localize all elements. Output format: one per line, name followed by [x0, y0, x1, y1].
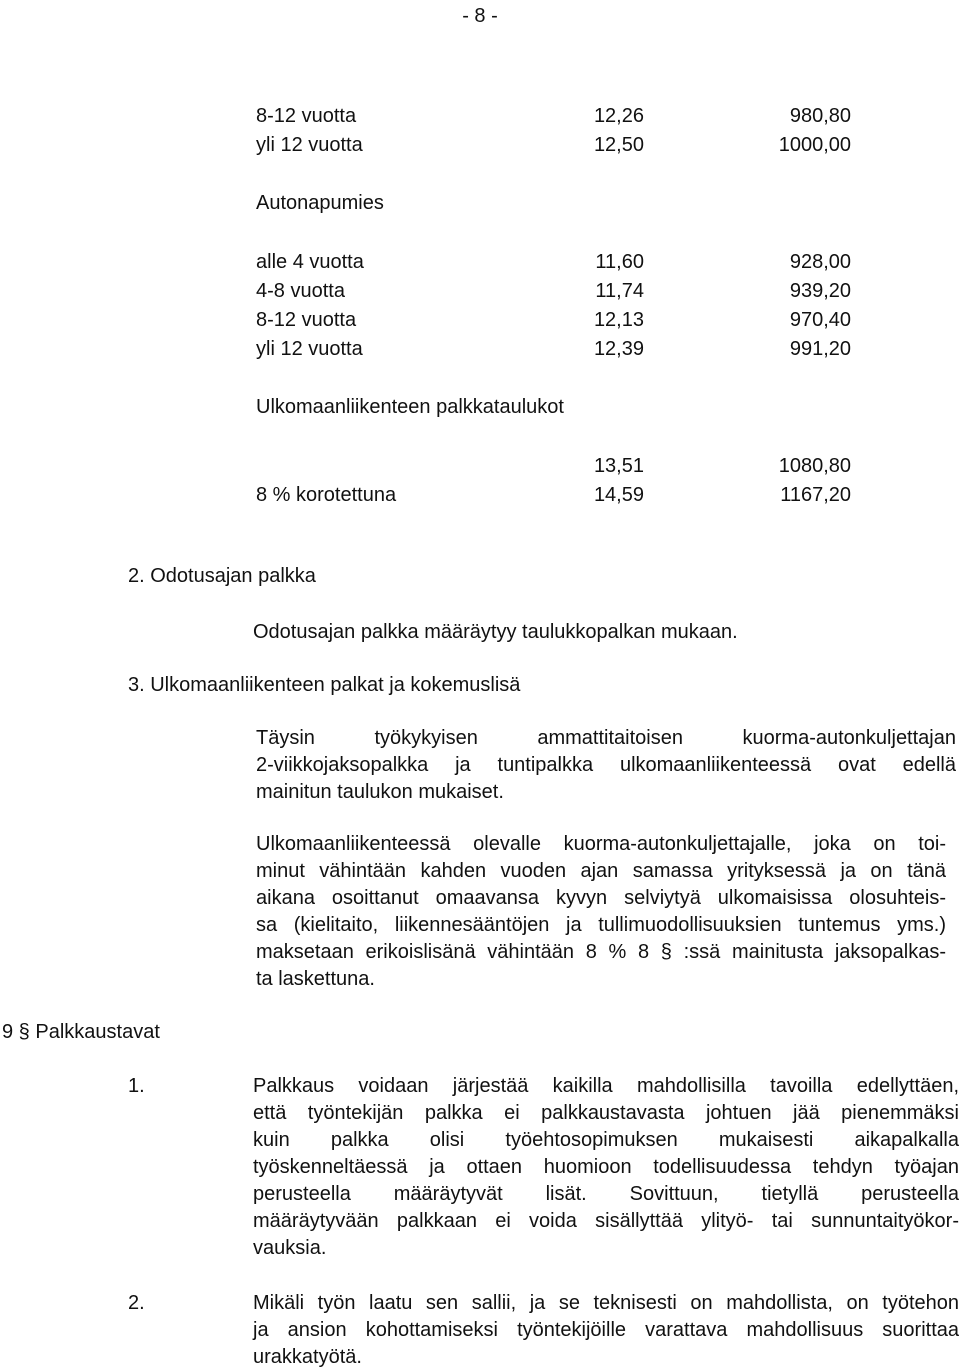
paragraph-line: Täysin työkykyisen ammattitaitoisen kuorma-autonkuljettajan — [256, 727, 956, 749]
table-row — [256, 131, 856, 160]
row-hourly-wage: 12,26 — [593, 105, 644, 127]
table-row — [256, 452, 856, 481]
table-row — [256, 248, 856, 277]
row-label: alle 4 vuotta — [256, 251, 364, 273]
paragraph-line: vauksia. — [253, 1237, 327, 1259]
paragraph-line: työskenneltäessä ja ottaen huomioon todellisuudessa tehdyn työajan — [253, 1156, 959, 1178]
row-label: yli 12 vuotta — [256, 134, 363, 156]
row-hourly-wage: 12,13 — [593, 309, 644, 331]
list-item-number: 2. — [128, 1292, 145, 1314]
row-hourly-wage: 12,39 — [593, 338, 644, 360]
paragraph-line: minut vähintään kahden vuoden ajan samassa yrityksessä ja on tänä — [256, 860, 946, 882]
paragraph-line: sa (kielitaito, liikennesääntöjen ja tullimuodollisuuksien tuntemus yms.) — [256, 914, 946, 936]
section-2-text: Odotusajan palkka määräytyy taulukkopalkan mukaan. — [253, 621, 738, 643]
paragraph-line: aikana osoittanut omaavansa kyvyn selviytyä ulkomaisissa olosuhteis- — [256, 887, 946, 909]
row-label: 8-12 vuotta — [256, 309, 357, 331]
section-3-heading: 3. Ulkomaanliikenteen palkat ja kokemuslisä — [128, 674, 521, 696]
section-9-heading: 9 § Palkkaustavat — [2, 1021, 160, 1043]
section-2-heading: 2. Odotusajan palkka — [128, 565, 316, 587]
row-hourly-wage: 13,51 — [593, 455, 644, 477]
row-period-wage: 939,20 — [789, 280, 851, 302]
row-period-wage: 1167,20 — [780, 484, 851, 506]
table-row — [256, 102, 856, 131]
foreign-traffic-heading: Ulkomaanliikenteen palkkataulukot — [256, 396, 564, 418]
paragraph-line: maksetaan erikoislisänä vähintään 8 % 8 § :ssä mainitusta jaksopalkas- — [256, 941, 946, 963]
table-row — [256, 306, 856, 335]
list-item — [253, 1073, 959, 1262]
list-item — [253, 1290, 959, 1371]
paragraph-line: määräytyvään palkkaan ei voida sisällyttää ylityö- tai sunnuntaityökor- — [253, 1210, 959, 1232]
paragraph-line: ta laskettuna. — [256, 968, 375, 990]
page-number: - 8 - — [462, 5, 498, 27]
row-label: 4-8 vuotta — [256, 280, 345, 302]
row-period-wage: 991,20 — [789, 338, 851, 360]
paragraph-line: Mikäli työn laatu sen sallii, ja se teknisesti on mahdollista, on työtehon — [253, 1292, 959, 1314]
row-period-wage: 1000,00 — [778, 134, 851, 156]
table-row — [256, 277, 856, 306]
paragraph-line: kuin palkka olisi työehtosopimuksen mukaisesti aikapalkalla — [253, 1129, 959, 1151]
paragraph-line: perusteella määräytyvät lisät. Sovittuun, tietyllä perusteella — [253, 1183, 959, 1205]
paragraph-line: Palkkaus voidaan järjestää kaikilla mahdollisilla tavoilla edellyttäen, — [253, 1075, 959, 1097]
section-3-paragraph-1 — [256, 725, 956, 806]
paragraph-line: urakkatyötä. — [253, 1346, 362, 1368]
autonapumies-heading: Autonapumies — [256, 192, 384, 214]
row-hourly-wage: 11,60 — [595, 251, 644, 273]
table-row — [256, 335, 856, 364]
row-label: 8-12 vuotta — [256, 105, 357, 127]
row-hourly-wage: 14,59 — [593, 484, 644, 506]
row-hourly-wage: 11,74 — [595, 280, 644, 302]
paragraph-line: että työntekijän palkka ei palkkaustavasta johtuen jää pienemmäksi — [253, 1102, 959, 1124]
row-period-wage: 970,40 — [789, 309, 851, 331]
row-hourly-wage: 12,50 — [593, 134, 644, 156]
list-item-number: 1. — [128, 1075, 145, 1097]
paragraph-line: ja ansion kohottamiseksi työntekijöille varattava mahdollisuus suorittaa — [253, 1319, 959, 1341]
row-period-wage: 928,00 — [789, 251, 851, 273]
table-row — [256, 481, 856, 510]
row-label: 8 % korotettuna — [256, 484, 397, 506]
paragraph-line: mainitun taulukon mukaiset. — [256, 781, 504, 803]
paragraph-line: Ulkomaanliikenteessä olevalle kuorma-autonkuljettajalle, joka on toi- — [256, 833, 946, 855]
row-period-wage: 980,80 — [789, 105, 851, 127]
row-period-wage: 1080,80 — [778, 455, 851, 477]
section-3-paragraph-2 — [256, 831, 946, 993]
paragraph-line: 2-viikkojaksopalkka ja tuntipalkka ulkomaanliikenteessä ovat edellä — [256, 754, 956, 776]
row-label: yli 12 vuotta — [256, 338, 363, 360]
